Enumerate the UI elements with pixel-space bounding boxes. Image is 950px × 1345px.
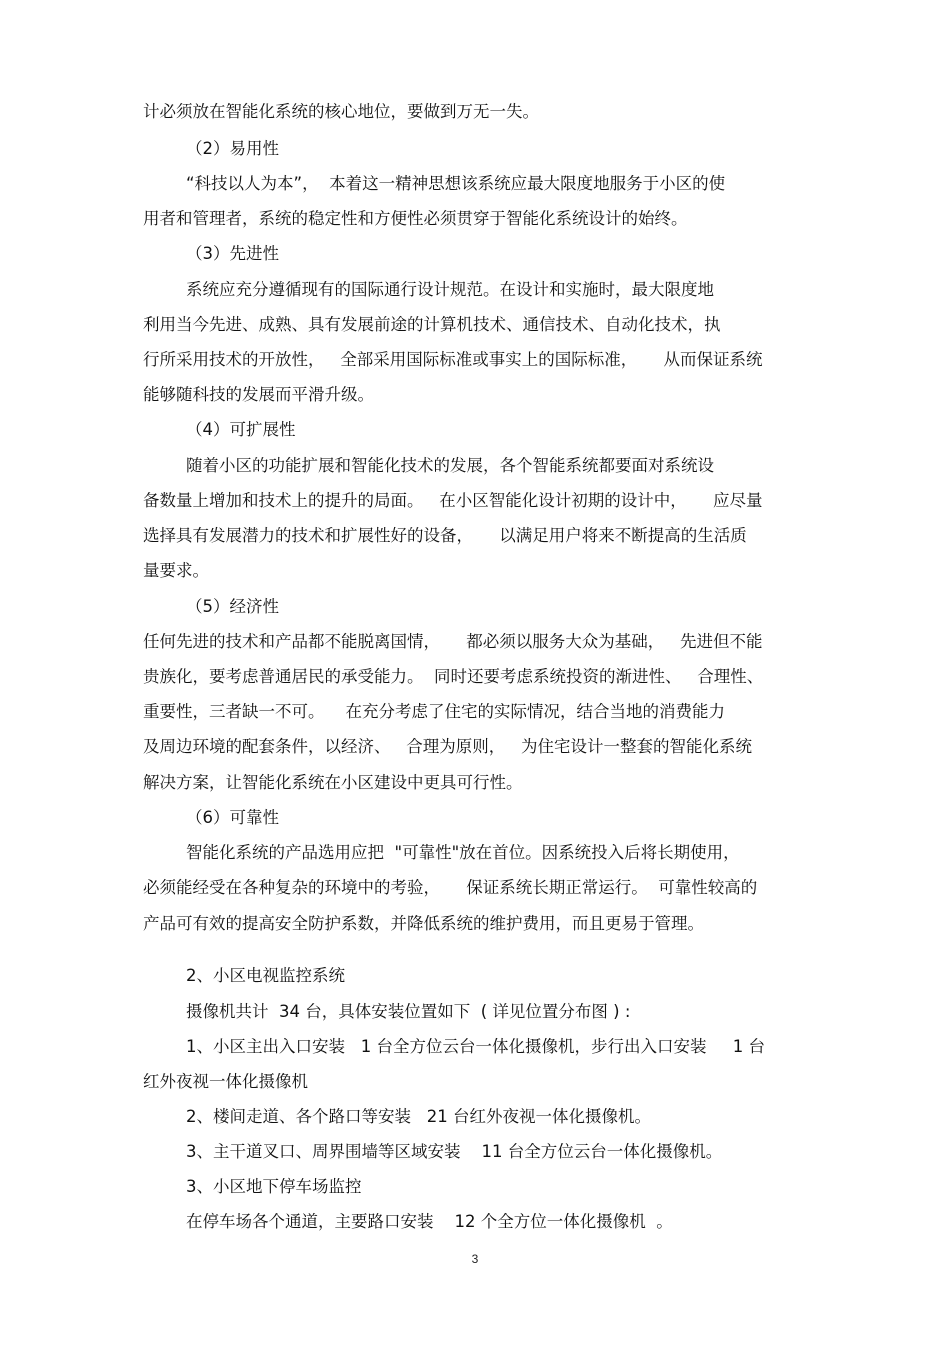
text-line: 3、主干道叉口、周界围墙等区域安装 11 台全方位云台一体化摄像机。 <box>186 1142 723 1161</box>
section-heading: （5）经济性 <box>186 597 279 616</box>
text-line: 3、小区地下停车场监控 <box>186 1177 362 1196</box>
text-line: 在停车场各个通道，主要路口安装 12 个全方位一体化摄像机 。 <box>186 1212 673 1231</box>
text-line: 随着小区的功能扩展和智能化技术的发展，各个智能系统都要面对系统设 <box>186 456 714 475</box>
section-heading: （4）可扩展性 <box>186 420 296 439</box>
text-line: 红外夜视一体化摄像机 <box>143 1072 308 1091</box>
text-line: 产品可有效的提高安全防护系数，并降低系统的维护费用，而且更易于管理。 <box>143 914 704 933</box>
text-line: 用者和管理者，系统的稳定性和方便性必须贯穿于智能化系统设计的始终。 <box>143 209 688 228</box>
text-line: 重要性，三者缺一不可。 在充分考虑了住宅的实际情况，结合当地的消费能力 <box>143 702 725 721</box>
page-number: 3 <box>471 1252 479 1266</box>
text-line: 备数量上增加和技术上的提升的局面。 在小区智能化设计初期的设计中， 应尽量 <box>143 491 763 510</box>
text-line: 能够随科技的发展而平滑升级。 <box>143 385 374 404</box>
text-line: 贵族化，要考虑普通居民的承受能力。 同时还要考虑系统投资的渐进性、 合理性、 <box>143 667 764 686</box>
text-line: 计必须放在智能化系统的核心地位，要做到万无一失。 <box>143 102 539 121</box>
text-line: 2、楼间走道、各个路口等安装 21 台红外夜视一体化摄像机。 <box>186 1107 651 1126</box>
text-line: 智能化系统的产品选用应把 "可靠性"放在首位。因系统投入后将长期使用， <box>186 843 740 862</box>
section-heading: 2、小区电视监控系统 <box>186 966 345 985</box>
text-line: 摄像机共计 34 台，具体安装位置如下 ( 详见位置分布图 ) : <box>186 1002 631 1021</box>
text-line: 及周边环境的配套条件，以经济、 合理为原则， 为住宅设计一整套的智能化系统 <box>143 737 752 756</box>
text-line: 1、小区主出入口安装 1 台全方位云台一体化摄像机，步行出入口安装 1 台 <box>186 1037 765 1056</box>
text-line: 任何先进的技术和产品都不能脱离国情， 都必须以服务大众为基础， 先进但不能 <box>143 632 763 651</box>
text-line: “科技以人为本”， 本着这一精神思想该系统应最大限度地服务于小区的使 <box>186 174 726 193</box>
section-heading: （6）可靠性 <box>186 808 279 827</box>
text-line: 系统应充分遵循现有的国际通行设计规范。在设计和实施时，最大限度地 <box>186 280 714 299</box>
section-heading: （2）易用性 <box>186 139 279 158</box>
section-heading: （3）先进性 <box>186 244 279 263</box>
text-line: 利用当今先进、成熟、具有发展前途的计算机技术、通信技术、自动化技术，执 <box>143 315 721 334</box>
text-line: 选择具有发展潜力的技术和扩展性好的设备， 以满足用户将来不断提高的生活质 <box>143 526 747 545</box>
text-line: 解决方案，让智能化系统在小区建设中更具可行性。 <box>143 773 523 792</box>
text-line: 量要求。 <box>143 561 209 580</box>
text-line: 行所采用技术的开放性， 全部采用国际标准或事实上的国际标准， 从而保证系统 <box>143 350 763 369</box>
text-line: 必须能经受在各种复杂的环境中的考验， 保证系统长期正常运行。 可靠性较高的 <box>143 878 758 897</box>
